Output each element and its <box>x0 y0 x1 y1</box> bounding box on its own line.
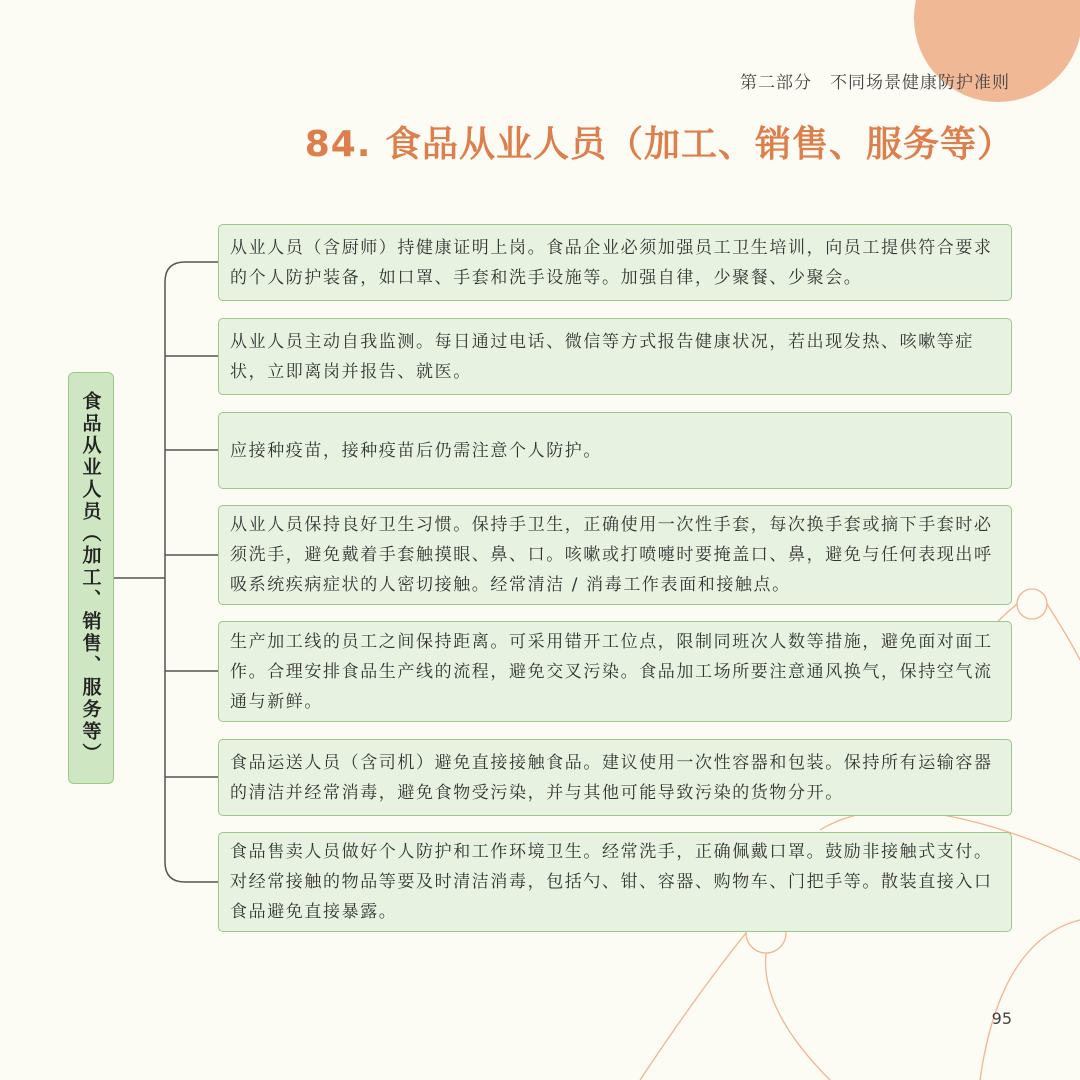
root-node-label: 食品从业人员（加工、销售、服务等） <box>79 391 102 765</box>
item-text: 从业人员（含厨师）持健康证明上岗。食品企业必须加强员工卫生培训，向员工提供符合要求的个人防护装备，如口罩、手套和洗手设施等。加强自律，少聚餐、少聚会。 <box>230 237 993 288</box>
item-text: 食品运送人员（含司机）避免直接接触食品。建议使用一次性容器和包装。保持所有运输容器的清洁并经常消毒，避免食物受污染，并与其他可能导致污染的货物分开。 <box>230 752 993 803</box>
item-text: 从业人员主动自我监测。每日通过电话、微信等方式报告健康状况，若出现发热、咳嗽等症状，立即离岗并报告、就医。 <box>230 331 974 382</box>
list-item <box>218 224 1012 301</box>
list-item <box>218 505 1012 605</box>
list-item <box>218 739 1012 816</box>
list-item <box>218 832 1012 932</box>
item-text: 应接种疫苗，接种疫苗后仍需注意个人防护。 <box>230 440 602 461</box>
page-number: 95 <box>991 1009 1012 1028</box>
list-item <box>218 621 1012 722</box>
item-text: 食品售卖人员做好个人防护和工作环境卫生。经常洗手，正确佩戴口罩。鼓励非接触式支付。对经常接触的物品等要及时清洁消毒，包括勺、钳、容器、购物车、门把手等。散装直接入口食品避免直接暴露。 <box>230 842 993 922</box>
page-title: 84. 食品从业人员（加工、销售、服务等） <box>304 124 1014 165</box>
section-header: 第二部分 不同场景健康防护准则 <box>740 73 1010 93</box>
item-text: 从业人员保持良好卫生习惯。保持手卫生，正确使用一次性手套，每次换手套或摘下手套时必须洗手，避免戴着手套触摸眼、鼻、口。咳嗽或打喷嚏时要掩盖口、鼻，避免与任何表现出呼吸系统疾病症状的人密切接触。经常清洁 / 消毒工作表面和接触点。 <box>230 515 993 595</box>
list-item <box>218 318 1012 395</box>
list-item <box>218 412 1012 489</box>
root-node <box>68 372 114 784</box>
item-text: 生产加工线的员工之间保持距离。可采用错开工位点，限制同班次人数等措施，避免面对面工作。合理安排食品生产线的流程，避免交叉污染。食品加工场所要注意通风换气，保持空气流通与新鲜。 <box>230 631 993 712</box>
